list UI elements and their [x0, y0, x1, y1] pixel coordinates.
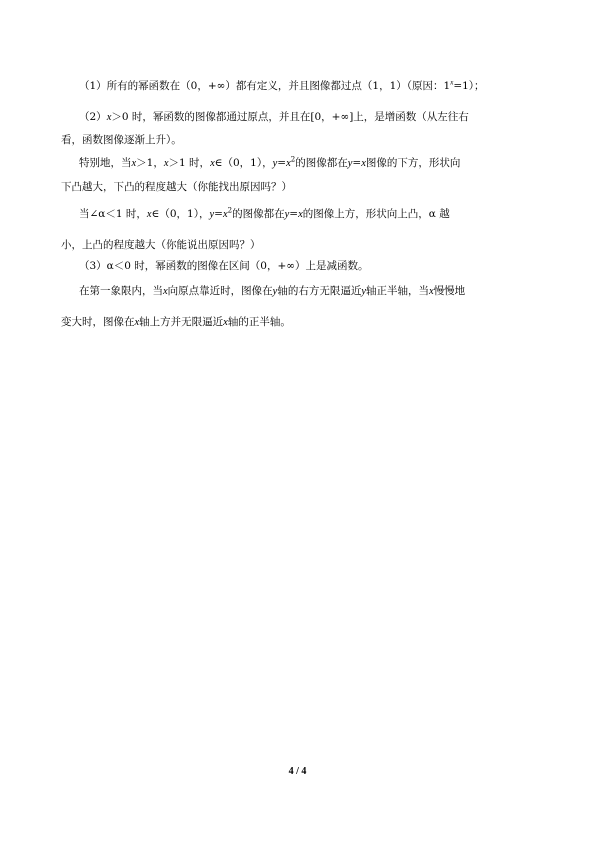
equals: =	[277, 157, 287, 169]
p1-text: （1）所有的幂函数在（0，+∞）都有定义，并且图像都过点（1，1）（原因：1	[79, 80, 451, 92]
p1-superscript: x	[450, 78, 454, 87]
p5-text: （3）α＜0 时，幂函数的图像在区间（0，+∞）上是减函数。	[79, 260, 369, 272]
text: 变大时，图像在	[61, 316, 135, 328]
var-x: x	[286, 158, 291, 169]
exponent: 2	[290, 155, 296, 164]
text: ＞1 时，	[168, 157, 211, 169]
var-x: x	[163, 286, 168, 297]
var-y: y	[361, 286, 367, 297]
var-y: y	[272, 286, 278, 297]
paragraph-4-line-1	[79, 207, 450, 222]
paragraph-2-line-1	[79, 110, 469, 125]
p3-text-continued: 下凸越大，下凸的程度越大（你能找出原因吗？）	[61, 181, 292, 193]
var-x: x	[210, 158, 215, 169]
p4-text-continued: 小，上凸的程度越大（你能说出原因吗？）	[61, 239, 261, 251]
text: ＞1，	[136, 157, 164, 169]
text: 轴上方并无限逼近	[139, 316, 224, 328]
text: 图像的下方，形状向	[365, 157, 461, 169]
text: 的图像都在	[232, 208, 285, 220]
equals: =	[289, 208, 299, 220]
var-x: x	[429, 286, 434, 297]
text: 的图像都在	[295, 157, 348, 169]
page-number: 4 / 4	[288, 766, 307, 777]
var-x: x	[106, 112, 112, 123]
text: 当∠α＜1 时，	[79, 208, 147, 220]
text: 向原点靠近时，图像在	[167, 285, 273, 297]
var-x: x	[146, 209, 152, 220]
var-y: y	[209, 209, 215, 220]
equals: =	[352, 157, 362, 169]
text: 轴的右方无限逼近	[277, 285, 362, 297]
text: 轴的正半轴。	[227, 316, 291, 328]
var-x: x	[361, 158, 366, 169]
text: 特别地，当	[79, 157, 132, 169]
var-y: y	[272, 158, 278, 169]
var-y: y	[347, 158, 353, 169]
text: 慢慢地	[433, 285, 466, 297]
paragraph-3-line-1	[79, 156, 460, 171]
var-x: x	[134, 317, 140, 328]
paragraph-5	[79, 259, 369, 273]
text: ∈（0，1），	[214, 157, 273, 169]
text: ∈（0，1），	[151, 208, 210, 220]
var-x: x	[131, 158, 137, 169]
exponent: 2	[227, 206, 233, 215]
var-x: x	[298, 209, 303, 220]
p2-text: ＞0 时，幂函数的图像都通过原点，并且在[0，+∞]上，是增函数（从左往右	[111, 111, 469, 123]
paragraph-1	[79, 79, 485, 93]
paragraph-3-line-2	[61, 180, 292, 194]
paragraph-6-line-2	[61, 315, 291, 330]
text: 轴正半轴，当	[366, 285, 430, 297]
paragraph-4-line-2	[61, 238, 261, 252]
var-x: x	[222, 209, 228, 220]
paragraph-2-line-2	[61, 133, 182, 147]
equals: =	[214, 208, 223, 220]
paragraph-6-line-1	[79, 284, 465, 299]
var-y: y	[284, 209, 290, 220]
text: 的图像上方，形状向上凸，α 越	[302, 208, 450, 220]
var-x: x	[223, 317, 228, 328]
text: 在第一象限内，当	[79, 285, 163, 297]
var-x: x	[163, 158, 169, 169]
p2-number: （2）	[79, 111, 107, 123]
p2-text-continued: 看，函数图像逐渐上升）。	[61, 134, 182, 146]
p1-tail: =1）；	[453, 80, 485, 92]
